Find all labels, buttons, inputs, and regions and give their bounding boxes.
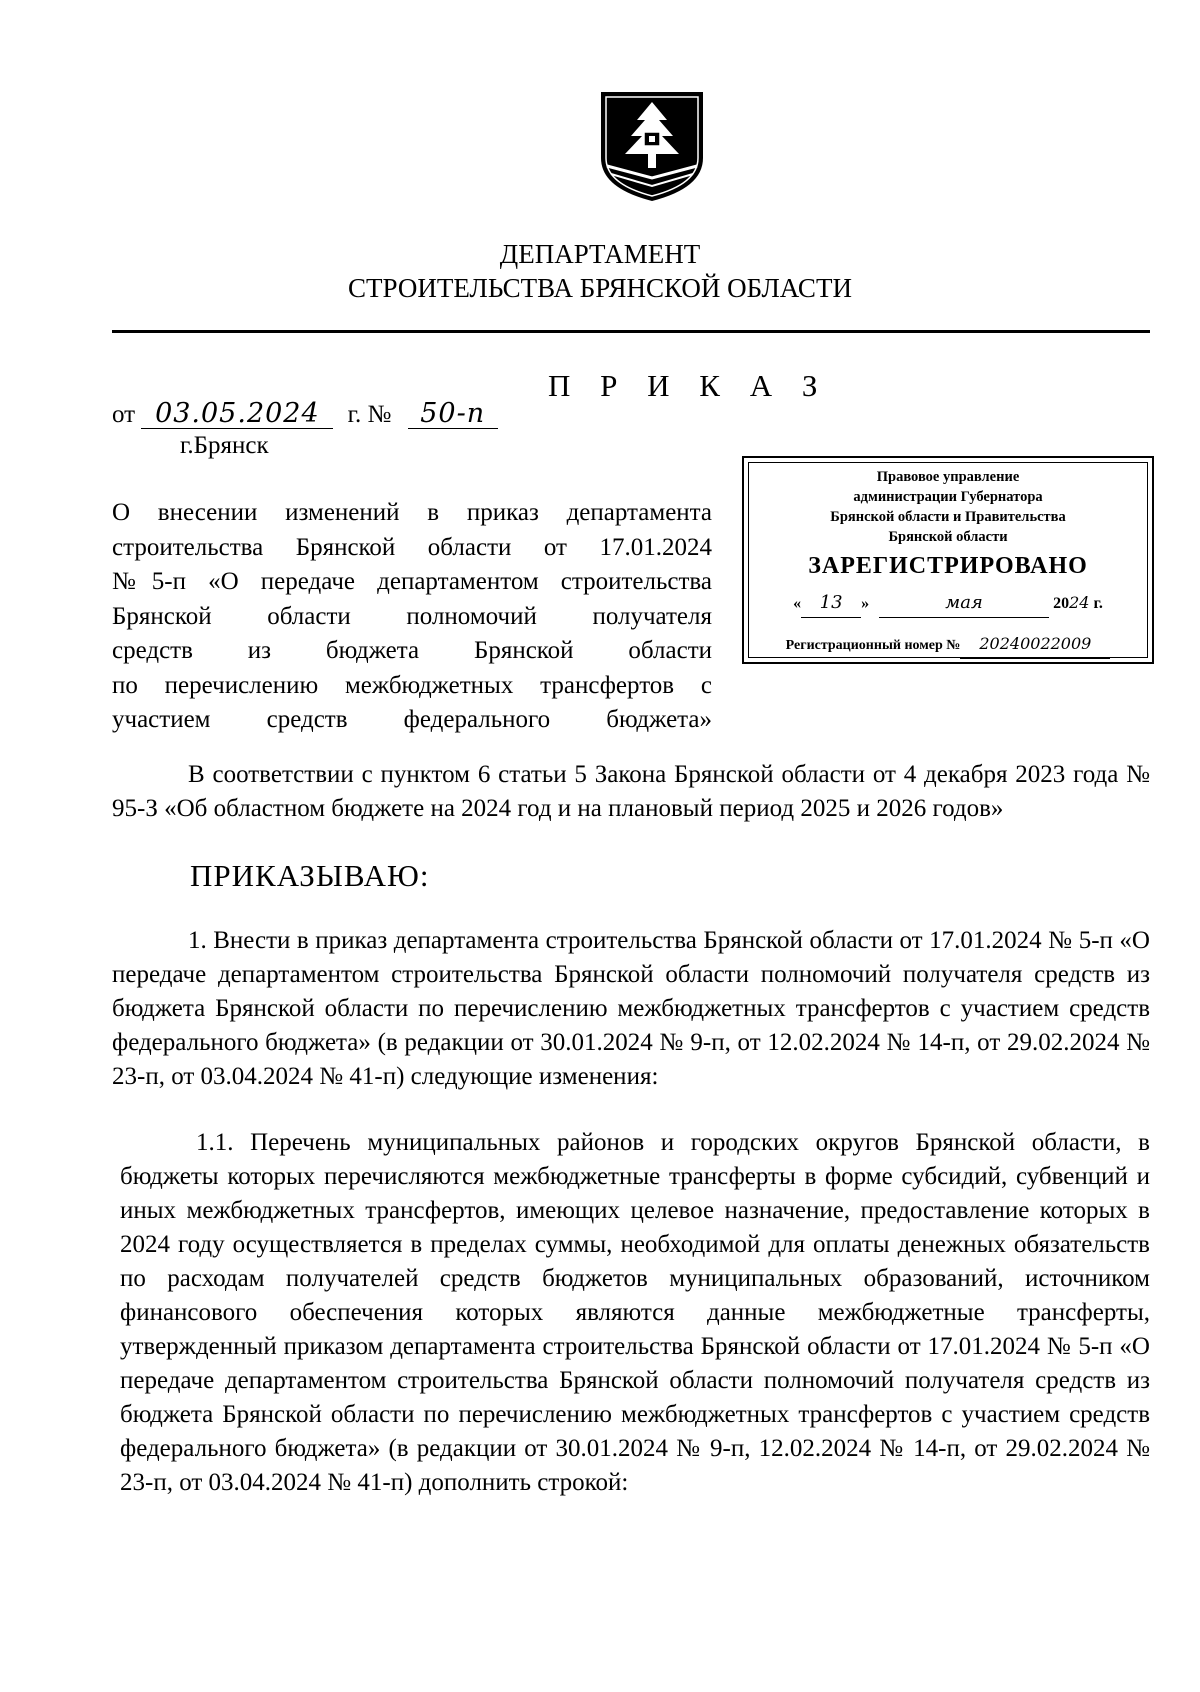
subject-line: по перечислению межбюджетных трансфертов с (112, 671, 712, 699)
stamp-year-handwritten: 24 (1069, 593, 1090, 612)
coat-of-arms-emblem (597, 88, 707, 204)
department-name-line1: ДЕПАРТАМЕНТ (499, 239, 701, 269)
stamp-line: Брянской области и Правительства (830, 509, 1066, 525)
stamp-registered-label: ЗАРЕГИСТРИРОВАНО (808, 553, 1088, 579)
order-city: г.Брянск (180, 432, 269, 459)
subject-line: строительства Брянской области от 17.01.2024 (112, 533, 712, 561)
stamp-reg-label: Регистрационный номер № (785, 638, 961, 653)
header-divider (112, 330, 1150, 333)
command-heading: ПРИКАЗЫВАЮ: (190, 858, 430, 893)
order-subject (112, 496, 712, 738)
registration-stamp (742, 456, 1154, 664)
subject-line: О внесении изменений в приказ департамента (112, 499, 712, 526)
stamp-line: Брянской области (888, 529, 1008, 545)
number-label: г. № (347, 401, 392, 428)
stamp-year-end: г. (1093, 595, 1103, 612)
registration-stamp-inner (748, 462, 1148, 658)
subject-line: №5-п «О передаче департаментом строительства (112, 568, 712, 595)
stamp-date-line: « 13 » мая 2024 г. (749, 589, 1147, 618)
stamp-line: администрации Губернатора (853, 489, 1043, 505)
subject-line: средств из бюджета Брянской области (112, 637, 712, 664)
stamp-day-handwritten: 13 (801, 589, 861, 618)
stamp-reg-number-line (749, 630, 1147, 659)
preamble-text: В соответствии с пунктом 6 статьи 5 Закона Брянской области от 4 декабря 2023 года № 95-З «Об областном бюджете на 2024 год и на плановый период 2025 и 2026 годов» (112, 761, 1150, 822)
item-1-paragraph (112, 924, 1150, 1094)
item-1-text: 1. Внести в приказ департамента строительства Брянской области от 17.01.2024 № 5-п «О передаче департаментом строительства Брянской области полномочий получателя средств из бюджета Брянской области по перечислению межбюджетных трансфертов с участием средств федерального бюджета» (в редакции от 30.01.2024 № 9-п, от 12.02.2024 № 14-п, от 29.02.2024 № 23-п, от 03.04.2024 № 41-п) следующие изменения: (112, 927, 1150, 1090)
order-title: П Р И К А З (548, 368, 829, 403)
stamp-month-handwritten: мая (879, 589, 1049, 618)
stamp-reg-number-handwritten: 20240022009 (960, 630, 1110, 659)
order-date-line (112, 400, 498, 429)
from-label: от (112, 401, 136, 428)
preamble-paragraph (112, 758, 1150, 826)
subject-line: Брянской области полномочий получателя (112, 602, 712, 630)
subject-line: участием средств федерального бюджета» (112, 706, 712, 733)
department-name-line2: СТРОИТЕЛЬСТВА БРЯНСКОЙ ОБЛАСТИ (348, 273, 852, 303)
item-1-1-text: 1.1. Перечень муниципальных районов и городских округов Брянской области, в бюджеты которых перечисляются межбюджетные трансферты в форме субсидий, субвенций и иных межбюджетных трансфертов, имеющих целевое назначение, предоставление которых в 2024 году осуществляется в пределах суммы, необходимой для оплаты денежных обязательств по расходам получателей средств бюджетов муниципальных образований, источником финансового обеспечения которых являются данные межбюджетные трансферты, утвержденный приказом департамента строительства Брянской области от 17.01.2024 № 5-п «О передаче департаментом строительства Брянской области полномочий получателя средств из бюджета Брянской области по перечислению межбюджетных трансфертов с участием средств федерального бюджета» (в редакции от 30.01.2024 № 9-п, 12.02.2024 № 14-п, от 29.02.2024 № 23-п, от 03.04.2024 № 41-п) дополнить строкой: (120, 1129, 1150, 1496)
stamp-line: Правовое управление (876, 469, 1020, 485)
item-1-1-paragraph (120, 1126, 1150, 1500)
order-date-handwritten: 03.05.2024 (141, 400, 333, 429)
order-number-handwritten: 50-п (408, 400, 498, 429)
stamp-year-prefix: 20 (1053, 595, 1070, 612)
